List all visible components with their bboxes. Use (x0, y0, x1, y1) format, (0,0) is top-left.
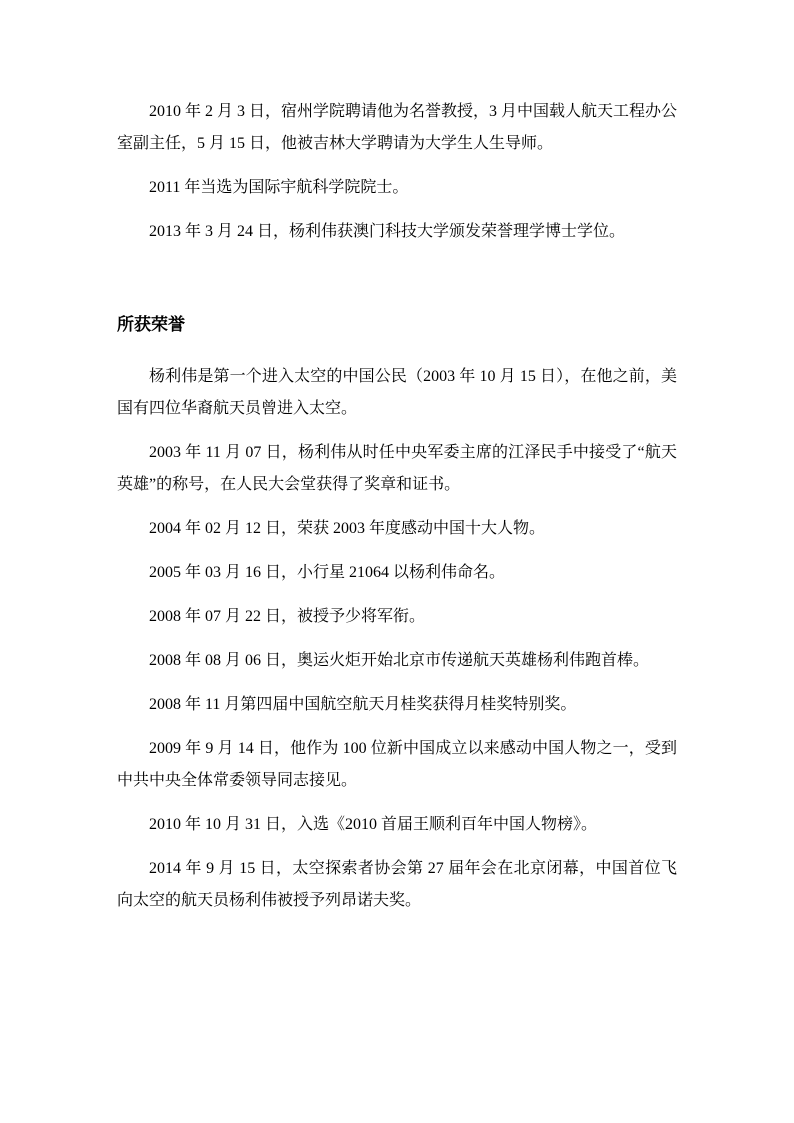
honor-paragraph-2014-leonov-award: 2014 年 9 月 15 日，太空探索者协会第 27 届年会在北京闭幕，中国首位飞向太空的航天员杨利伟被授予列昂诺夫奖。 (117, 860, 677, 909)
honor-paragraph-2003-space-hero-title: 2003 年 11 月 07 日，杨利伟从时任中央军委主席的江泽民手中接受了“航天英雄”的称号，在人民大会堂获得了奖章和证书。 (117, 444, 677, 493)
honor-paragraph-2008-laurel-award: 2008 年 11 月第四届中国航空航天月桂奖获得月桂奖特别奖。 (149, 696, 577, 713)
honor-paragraph-2008-major-general: 2008 年 07 月 22 日，被授予少将军衔。 (149, 608, 426, 625)
honor-paragraph-2010-people-list: 2010 年 10 月 31 日，入选《2010 首届王顺利百年中国人物榜》。 (149, 816, 598, 833)
honor-paragraph-first-citizen-in-space: 杨利伟是第一个进入太空的中国公民（2003 年 10 月 15 日），在他之前，美国有四位华裔航天员曾进入太空。 (117, 368, 677, 417)
honor-paragraph-2005-asteroid-naming: 2005 年 03 月 16 日，小行星 21064 以杨利伟命名。 (149, 564, 506, 581)
honor-paragraph-2008-olympic-torch: 2008 年 08 月 06 日，奥运火炬开始北京市传递航天英雄杨利伟跑首棒。 (149, 652, 650, 669)
honor-paragraph-2004-touching-china: 2004 年 02 月 12 日，荣获 2003 年度感动中国十大人物。 (149, 520, 546, 537)
section-heading-honors: 所获荣誉 (117, 315, 185, 334)
paragraph-2013-doctorate: 2013 年 3 月 24 日，杨利伟获澳门科技大学颁发荣誉理学博士学位。 (149, 223, 626, 240)
honor-paragraph-2009-leaders-reception: 2009 年 9 月 14 日，他作为 100 位新中国成立以来感动中国人物之一，受到中共中央全体常委领导同志接见。 (117, 740, 677, 789)
paragraph-2011-academician: 2011 年当选为国际宇航科学院院士。 (149, 179, 409, 196)
paragraph-2010-appointments: 2010 年 2 月 3 日，宿州学院聘请他为名誉教授，3 月中国载人航天工程办公室副主任，5 月 15 日，他被吉林大学聘请为大学生人生导师。 (117, 103, 678, 152)
